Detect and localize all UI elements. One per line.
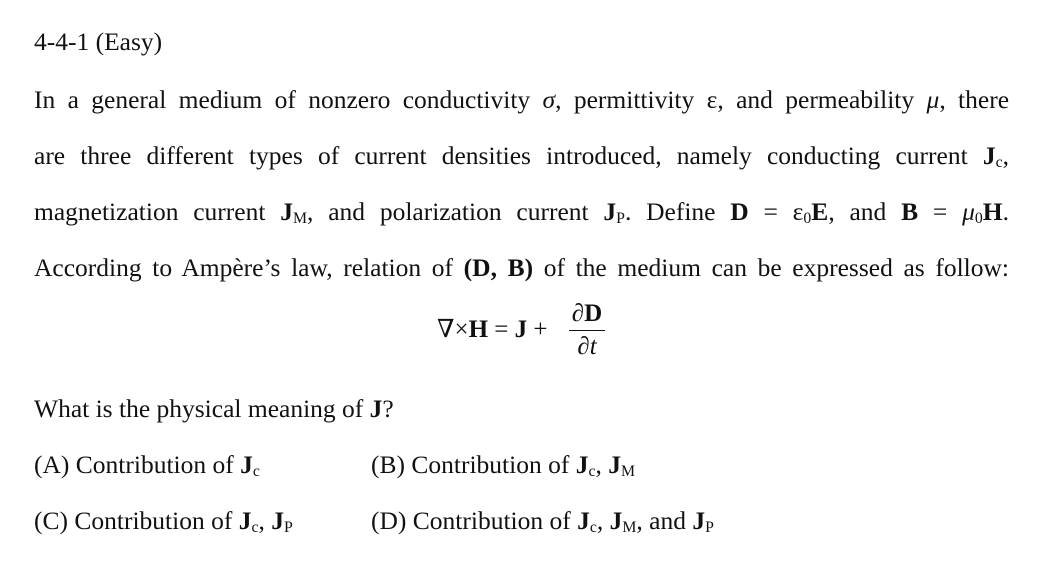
intro-line-2: are three different types of current densities introduced, namely conducting current $J_c$, — [34, 141, 1009, 171]
fraction-bar — [569, 330, 605, 331]
intro-line-4: According to Ampère’s law, relation of (D, B) of the medium can be expressed as follow: — [34, 253, 1010, 282]
question-text: What is the physical meaning of J? — [34, 394, 394, 423]
problem-id: 4-4-1 (Easy) — [34, 27, 163, 56]
intro-line-3: magnetization current $J_M$, and polarization current $J_P$. Define $D = \varepsilon_0E$, and $B = \mu_0H$. — [34, 197, 1010, 227]
fraction-denominator: ∂t — [577, 333, 597, 360]
partial-fraction — [567, 300, 607, 361]
option-a[interactable]: (A) Contribution of $J_c$ — [34, 450, 260, 480]
option-c[interactable]: (C) Contribution of $J_c$, $J_P$ — [34, 506, 293, 536]
ampere-equation: ∇×H = J + ∂D ∂t — [437, 300, 637, 370]
option-b[interactable]: (B) Contribution of $J_c$, $J_M$ — [371, 450, 636, 480]
option-d[interactable]: (D) Contribution of $J_c$, $J_M$, and $J_P$ — [371, 506, 714, 536]
intro-line-1: In a general medium of nonzero conductivity σ, permittivity ε, and permeability μ, there — [34, 85, 1010, 114]
fraction-numerator: ∂D — [571, 300, 603, 327]
curl-operator: ∇× — [437, 316, 469, 343]
